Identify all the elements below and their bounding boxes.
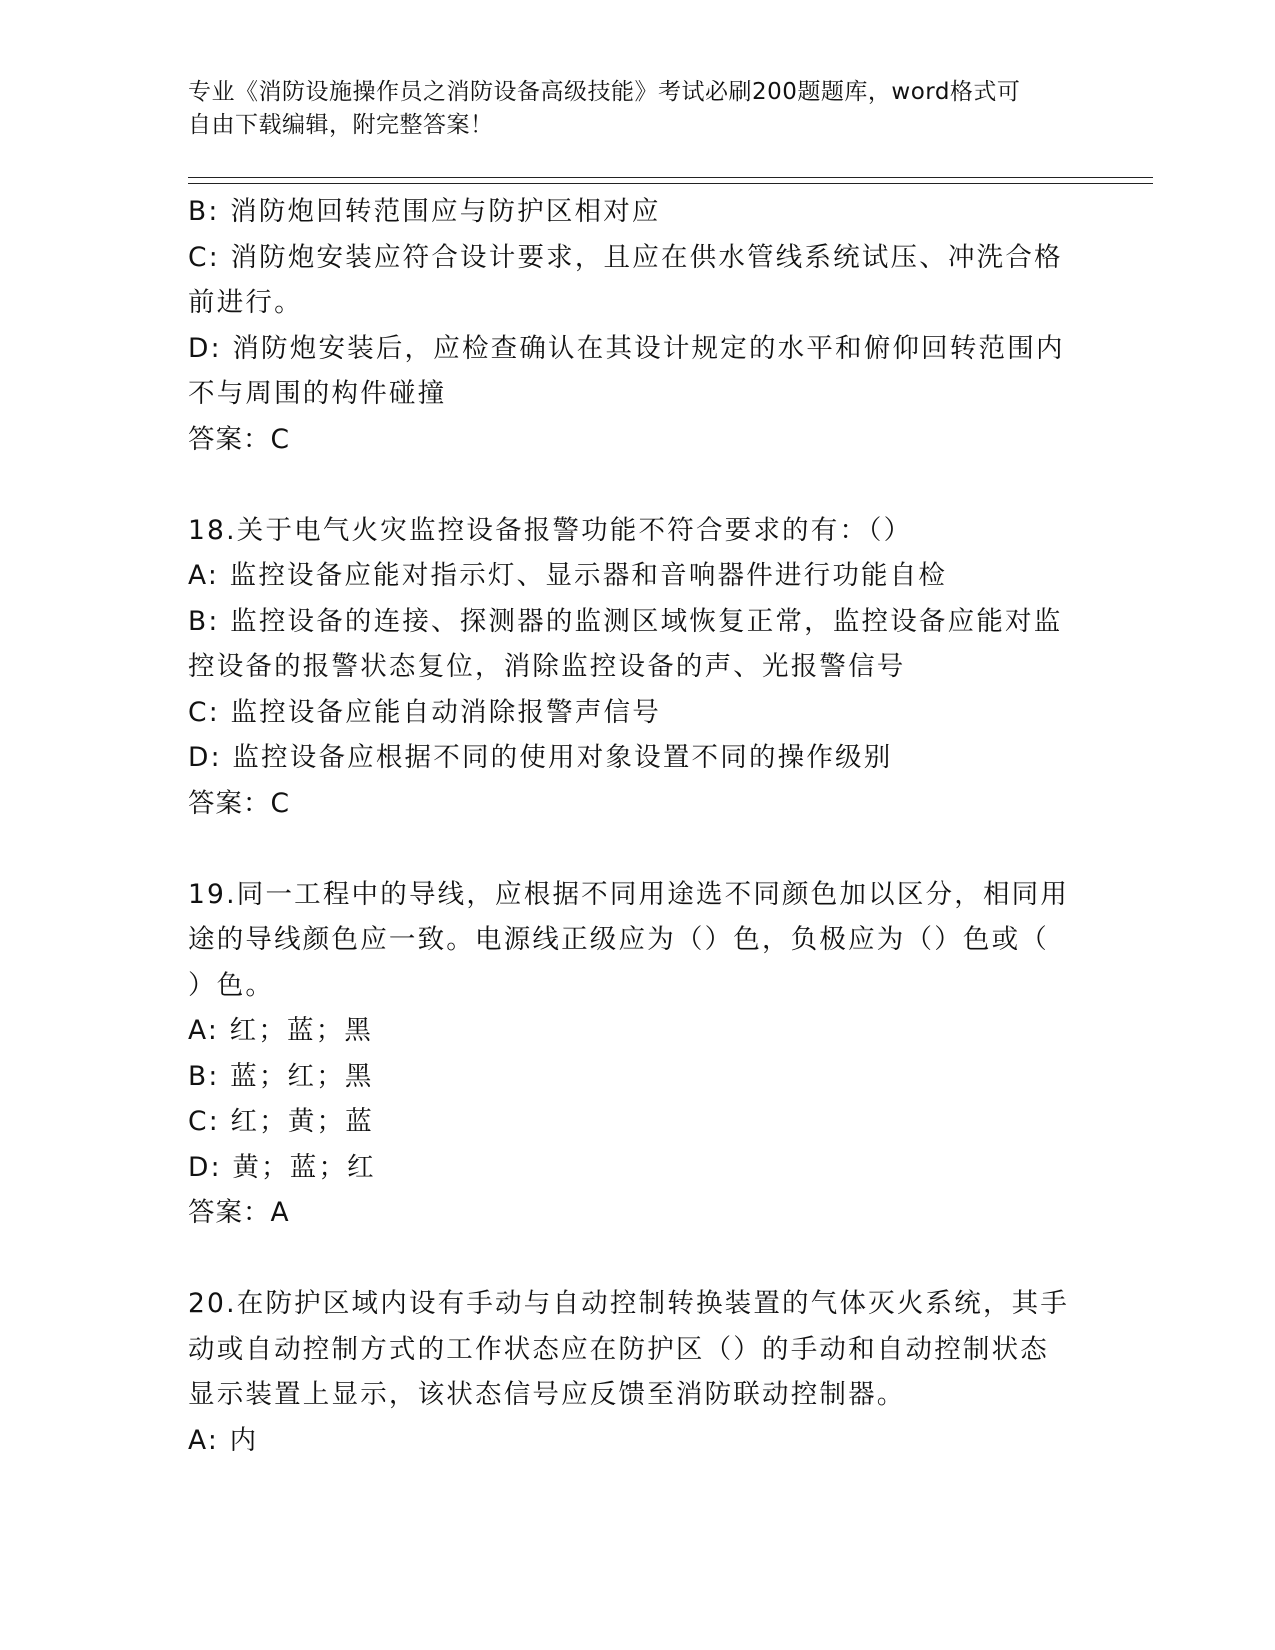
option-c: C: 红；黄；蓝 [188,1106,374,1137]
option-c-line-1: C: 消防炮安装应符合设计要求，且应在供水管线系统试压、冲洗合格 [188,241,1063,273]
option-d-line-1: D: 消防炮安装后，应检查确认在其设计规定的水平和俯仰回转范围内 [188,332,1065,364]
question-stem-line-2: 动或自动控制方式的工作状态应在防护区（）的手动和自动控制状态 [188,1333,1049,1365]
option-c-line-2: 前进行。 [188,287,303,318]
option-a: A: 监控设备应能对指示灯、显示器和音响器件进行功能自检 [188,560,948,591]
option-a: A: 红；蓝；黑 [188,1015,374,1046]
option-d: D: 监控设备应根据不同的使用对象设置不同的操作级别 [188,742,893,773]
option-d: D: 黄；蓝；红 [188,1151,376,1183]
option-c: C: 监控设备应能自动消除报警声信号 [188,696,661,728]
option-b: B: 蓝；红；黑 [188,1060,374,1092]
header-title-line-2: 自由下载编辑，附完整答案！ [188,112,494,138]
question-17-tail [188,189,1078,462]
question-list [188,189,1078,1463]
option-b: B: 消防炮回转范围应与防护区相对应 [188,196,661,227]
answer: 答案：C [188,423,291,455]
question-stem: 18.关于电气火灾监控设备报警功能不符合要求的有：（） [188,514,913,546]
question-19 [188,872,1078,1236]
option-a: A: 内 [188,1424,259,1456]
question-stem-line-3: 显示装置上显示，该状态信号应反馈至消防联动控制器。 [188,1379,906,1410]
option-b-line-2: 控设备的报警状态复位，消除监控设备的声、光报警信号 [188,651,906,682]
header-title-line-1: 专业《消防设施操作员之消防设备高级技能》考试必刷200题题库，word格式可 [188,79,1021,105]
question-stem-line-2: 途的导线颜色应一致。电源线正级应为（）色，负极应为（）色或（ [188,924,1049,955]
option-d-line-2: 不与周围的构件碰撞 [188,378,447,409]
header-rule-bottom [188,183,1153,184]
spacer [188,462,1078,508]
option-b-line-1: B: 监控设备的连接、探测器的监测区域恢复正常，监控设备应能对监 [188,605,1063,637]
spacer [188,1236,1078,1282]
answer: 答案：C [188,787,291,819]
question-stem-line-1: 20.在防护区域内设有手动与自动控制转换装置的气体灭火系统，其手 [188,1288,1070,1319]
spacer [188,826,1078,872]
question-stem-line-1: 19.同一工程中的导线，应根据不同用途选不同颜色加以区分，相同用 [188,878,1070,910]
question-18 [188,508,1078,827]
question-stem-line-3: ）色。 [188,969,275,1001]
header-rule-top [188,177,1153,178]
question-20 [188,1281,1078,1463]
answer: 答案：A [188,1197,290,1228]
document-header [188,76,1068,142]
